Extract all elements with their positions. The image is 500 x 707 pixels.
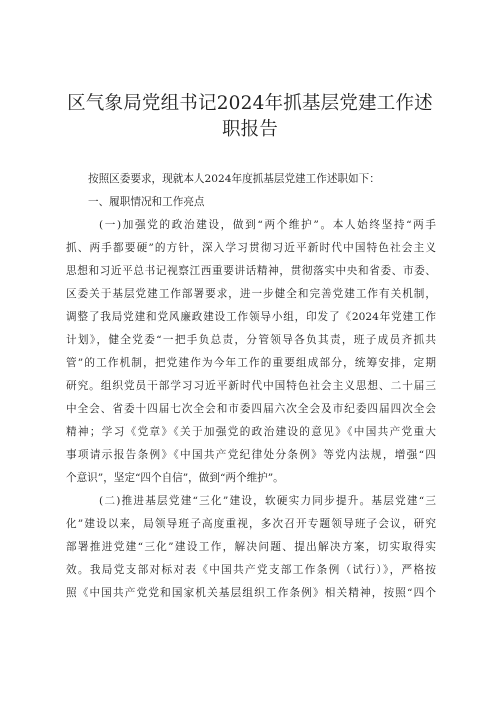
body-line: 调整了我局党建和党风廉政建设工作领导小组，印发了《2024年党建工作 bbox=[66, 311, 436, 323]
section-heading: 一、履职情况和工作亮点 bbox=[88, 196, 205, 208]
body-line: 个意识”，坚定“四个自信”，做到“两个维护”。 bbox=[66, 472, 284, 484]
body-line: 区委关于基层党建工作部署要求，进一步健全和完善党建工作有关机制， bbox=[66, 288, 436, 300]
body-line: 效。我局党支部对标对表《中国共产党支部工作条例（试行）》，严格按 bbox=[66, 564, 436, 576]
body-line: (一)加强党的政治建设，做到“两个维护”。本人始终坚持“两手 bbox=[99, 219, 436, 231]
body-line: 思想和习近平总书记视察江西重要讲话精神，贯彻落实中央和省委、市委、 bbox=[66, 265, 436, 277]
document-title-line-1: 区气象局党组书记2024年抓基层党建工作述 bbox=[67, 93, 433, 114]
body-line: 事项请示报告条例》《中国共产党纪律处分条例》等党内法规，增强“四 bbox=[66, 449, 436, 461]
body-line: 管”的工作机制，把党建作为今年工作的重要组成部分，统筹安排，定期 bbox=[66, 357, 436, 369]
body-line: 化”建设以来，局领导班子高度重视，多次召开专题领导班子会议，研究 bbox=[66, 518, 436, 530]
body-line: 精神；学习《党章》《关于加强党的政治建设的意见》《中国共产党重大 bbox=[66, 426, 436, 438]
body-line: (二)推进基层党建“三化”建设，软硬实力同步提升。基层党建“三 bbox=[99, 495, 436, 507]
body-line: 研究。组织党员干部学习习近平新时代中国特色社会主义思想、二十届三 bbox=[66, 380, 436, 392]
body-line: 抓、两手都要硬”的方针，深入学习贯彻习近平新时代中国特色社会主义 bbox=[66, 242, 436, 254]
body-line: 按照区委要求，现就本人2024年度抓基层党建工作述职如下： bbox=[88, 173, 380, 185]
body-line: 中全会、省委十四届七次全会和市委四届六次全会及市纪委四届四次全会 bbox=[66, 403, 436, 415]
body-line: 部署推进党建“三化”建设工作，解决问题、提出解决方案，切实取得实 bbox=[66, 541, 436, 553]
document-title-line-2: 职报告 bbox=[221, 119, 279, 140]
body-line: 计划》，健全党委“一把手负总责，分管领导各负其责，班子成员齐抓共 bbox=[66, 334, 436, 346]
body-line: 照《中国共产党党和国家机关基层组织工作条例》相关精神，按照“四个 bbox=[66, 587, 436, 599]
